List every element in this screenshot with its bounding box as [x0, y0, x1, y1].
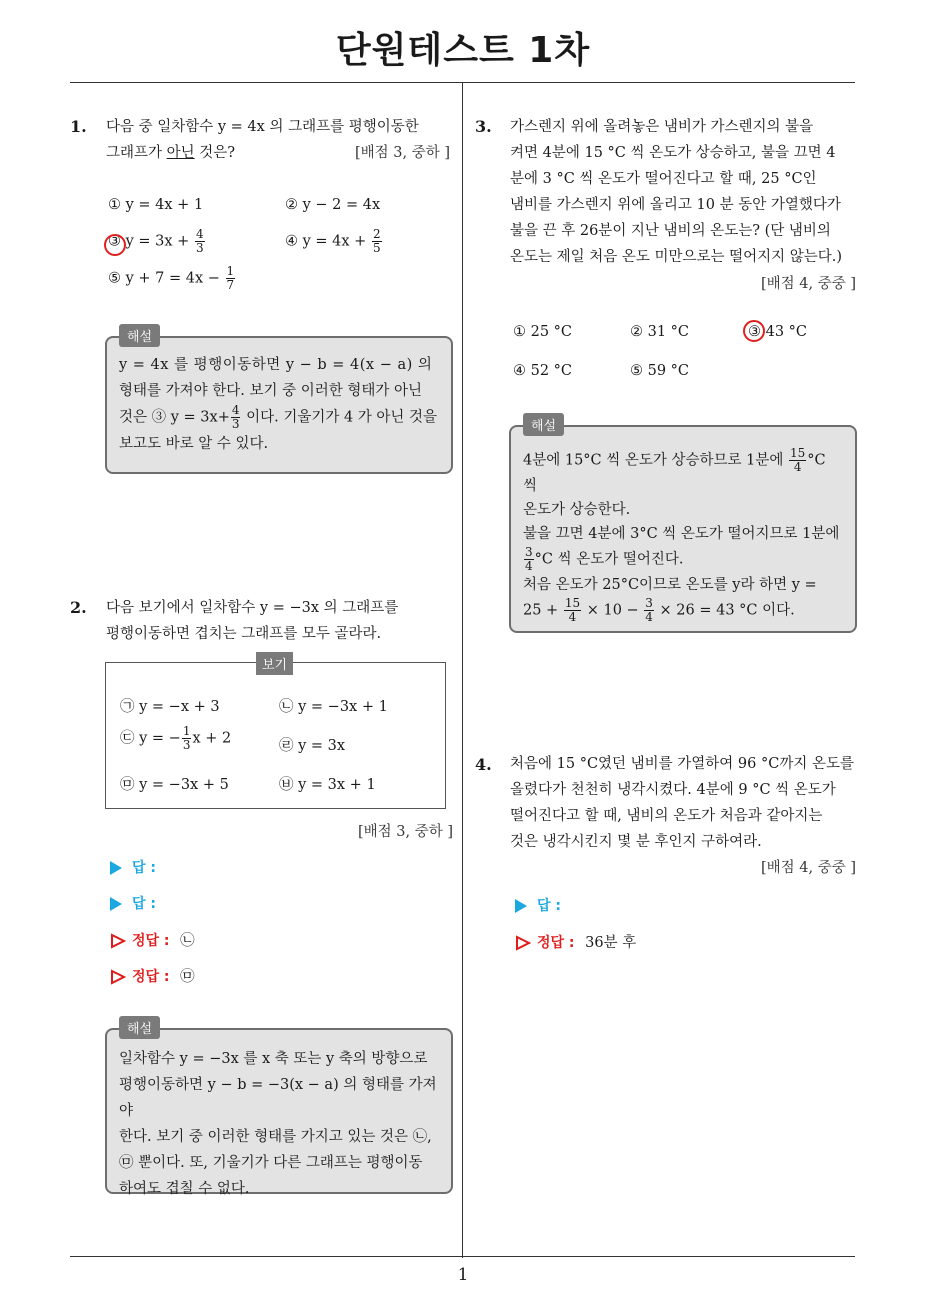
solution-line: 불을 끄면 4분에 3°C 씩 온도가 떨어지므로 1분에: [523, 526, 840, 542]
numerator: 15: [790, 446, 806, 460]
solution-line: [523, 546, 843, 573]
solution-tag: 해설: [119, 324, 160, 347]
numerator: 2: [372, 227, 381, 241]
choice-text: x + 2: [192, 730, 232, 747]
question-line: 평행이동하면 겹치는 그래프를 모두 골라라.: [106, 626, 382, 642]
outline-triangle-icon: [515, 935, 531, 951]
correct-label: 정답 :: [537, 935, 575, 951]
choice-3[interactable]: ③ 43 °C: [748, 324, 808, 340]
question-text: [106, 595, 451, 647]
fraction: [564, 597, 581, 624]
answer-row[interactable]: [110, 857, 156, 877]
text-span: 25 +: [523, 602, 563, 619]
choice-5[interactable]: [108, 265, 236, 292]
question-line: 불을 끈 후 26분이 지난 냄비의 온도는? (단 냄비의: [510, 223, 831, 239]
question-number: 4.: [475, 755, 492, 774]
text-span: 그래프가: [106, 145, 167, 161]
denominator: 7: [226, 278, 235, 292]
bogi-item-a[interactable]: ㉠ y = −x + 3: [120, 699, 220, 715]
question-line: 다음 중 일차함수 y = 4x 의 그래프를 평행이동한: [106, 119, 419, 135]
outline-triangle-icon: [110, 969, 126, 985]
bogi-item-e[interactable]: ㉤ y = −3x + 5: [120, 777, 229, 793]
numerator: 1: [226, 264, 235, 278]
denominator: 4: [525, 559, 533, 573]
play-triangle-icon: [110, 861, 122, 875]
numerator: 3: [645, 596, 653, 610]
solution-line: 보고도 바로 알 수 있다.: [119, 436, 269, 452]
bogi-item-b[interactable]: ㉡ y = −3x + 1: [279, 699, 388, 715]
numerator: 3: [525, 545, 533, 559]
question-line: 온도는 제일 처음 온도 미만으로는 떨어지지 않는다.): [510, 249, 843, 265]
fraction: [182, 725, 192, 752]
correct-value: ㉤: [180, 969, 195, 985]
choice-4[interactable]: ④ 52 °C: [513, 363, 573, 379]
score-meta: [배점 3, 중하 ]: [354, 145, 450, 161]
bogi-tag: 보기: [256, 652, 293, 675]
numerator: 15: [564, 596, 581, 610]
denominator: 3: [231, 417, 240, 431]
text-span: °C 씩: [523, 452, 826, 494]
correct-label: 정답 :: [132, 969, 170, 985]
correct-answer-row: [110, 929, 195, 950]
solution-line: [523, 447, 843, 498]
page-number: 1: [457, 1265, 469, 1285]
solution-box: [105, 336, 453, 474]
correct-answer-row: [110, 965, 195, 986]
column-divider: [462, 83, 463, 1258]
answer-row[interactable]: [515, 895, 561, 915]
choice-text: ④ y = 4x +: [285, 233, 371, 250]
denominator: 4: [793, 460, 802, 474]
answer-row[interactable]: [110, 893, 156, 913]
solution-line: 일차함수 y = −3x 를 x 축 또는 y 축의 방향으로: [119, 1051, 428, 1067]
question-line: 켜면 4분에 15 °C 씩 온도가 상승하고, 불을 끄면 4: [510, 145, 836, 161]
solution-box: [105, 1028, 453, 1197]
answer-label: 답 :: [132, 860, 156, 876]
fraction: [231, 404, 241, 431]
fraction: [524, 546, 534, 573]
bogi-item-f[interactable]: ㉥ y = 3x + 1: [279, 777, 376, 793]
score-meta: [배점 3, 중하 ]: [357, 824, 453, 840]
text-span: × 10 −: [582, 602, 644, 619]
question-text: [510, 751, 858, 855]
choice-text: ⑤ y + 7 = 4x −: [108, 270, 225, 287]
fraction: [195, 228, 205, 255]
solution-line: 형태를 가져야 한다. 보기 중 이러한 형태가 아닌: [119, 383, 423, 399]
text-span: 것은 ③ y = 3x+: [119, 409, 230, 426]
answer-label: 답 :: [537, 898, 561, 914]
solution-line: 온도가 상승한다.: [523, 502, 631, 518]
question-line: 다음 보기에서 일차함수 y = −3x 의 그래프를: [106, 600, 399, 616]
fraction: [644, 597, 654, 624]
text-span: 것은?: [194, 145, 236, 161]
question-line: 가스렌지 위에 올려놓은 냄비가 가스렌지의 불을: [510, 119, 814, 135]
selected-answer-mark: [743, 320, 765, 342]
text-span: 이다. 기울기가 4 가 아닌 것을: [241, 409, 438, 426]
choice-1[interactable]: ① 25 °C: [513, 324, 573, 340]
text-span: °C 씩 온도가 떨어진다.: [534, 551, 684, 568]
correct-value: 36분 후: [585, 935, 637, 951]
play-triangle-icon: [110, 897, 122, 911]
question-line: 떨어진다고 할 때, 냄비의 온도가 처음과 같아지는: [510, 808, 823, 824]
denominator: 5: [372, 241, 381, 255]
solution-box: [509, 425, 857, 633]
footer-rule: [70, 1256, 855, 1257]
choice-text: ③ y = 3x +: [108, 233, 194, 250]
numerator: 4: [231, 403, 240, 417]
selected-answer-mark: [104, 234, 126, 256]
answer-label: 답 :: [132, 896, 156, 912]
denominator: 4: [568, 610, 577, 624]
question-line: 분에 3 °C 씩 온도가 떨어진다고 할 때, 25 °C인: [510, 171, 817, 187]
score-meta: [배점 4, 중중 ]: [760, 860, 856, 876]
bogi-item-d[interactable]: ㉣ y = 3x: [279, 738, 346, 754]
play-triangle-icon: [515, 899, 527, 913]
score-meta: [배점 4, 중중 ]: [760, 276, 856, 292]
choice-1[interactable]: ① y = 4x + 1: [108, 197, 204, 213]
choice-2[interactable]: ② y − 2 = 4x: [285, 197, 381, 213]
correct-label: 정답 :: [132, 933, 170, 949]
emphasis-text: 아닌: [166, 145, 195, 161]
question-line: 냄비를 가스렌지 위에 올리고 10 분 동안 가열했다가: [510, 197, 841, 213]
outline-triangle-icon: [110, 933, 126, 949]
choice-2[interactable]: ② 31 °C: [630, 324, 690, 340]
numerator: 1: [182, 724, 191, 738]
fraction: [789, 447, 806, 474]
solution-line: [119, 404, 439, 431]
fraction: [226, 265, 236, 292]
text-span: 4분에 15°C 씩 온도가 상승하므로 1분에: [523, 452, 788, 469]
solution-line: [523, 597, 843, 624]
correct-answer-row: [515, 931, 636, 952]
denominator: 3: [195, 241, 204, 255]
question-number: 1.: [70, 117, 87, 136]
question-line: 처음에 15 °C였던 냄비를 가열하여 96 °C까지 온도를: [510, 756, 854, 772]
fraction: [372, 228, 382, 255]
correct-value: ㉡: [180, 933, 195, 949]
bogi-item-c[interactable]: [120, 725, 231, 752]
solution-tag: 해설: [119, 1016, 160, 1039]
question-line: 것은 냉각시킨지 몇 분 후인지 구하여라.: [510, 834, 762, 850]
page-title: 단원테스트 1차: [335, 30, 591, 71]
solution-tag: 해설: [523, 413, 564, 436]
numerator: 4: [195, 227, 204, 241]
text-span: × 26 = 43 °C 이다.: [654, 602, 795, 619]
question-line: 올렸다가 천천히 냉각시켰다. 4분에 9 °C 씩 온도가: [510, 782, 836, 798]
question-number: 3.: [475, 117, 492, 136]
solution-line: 평행이동하면 y − b = −3(x − a) 의 형태를 가져야: [119, 1077, 437, 1119]
solution-line: 하여도 겹칠 수 없다.: [119, 1181, 250, 1197]
choice-4[interactable]: [285, 228, 383, 255]
solution-line: y = 4x 를 평행이동하면 y − b = 4(x − a) 의: [119, 357, 433, 373]
question-number: 2.: [70, 598, 87, 617]
denominator: 3: [182, 738, 191, 752]
solution-line: 처음 온도가 25°C이므로 온도를 y라 하면 y =: [523, 577, 817, 593]
bogi-box: [105, 662, 446, 809]
choice-text: ㉢ y = −: [120, 730, 181, 747]
solution-line: 한다. 보기 중 이러한 형태를 가지고 있는 것은 ㉡,: [119, 1129, 432, 1145]
question-text: [510, 114, 858, 270]
denominator: 4: [645, 610, 653, 624]
choice-5[interactable]: ⑤ 59 °C: [630, 363, 690, 379]
solution-line: ㉤ 뿐이다. 또, 기울기가 다른 그래프는 평행이동: [119, 1155, 423, 1171]
